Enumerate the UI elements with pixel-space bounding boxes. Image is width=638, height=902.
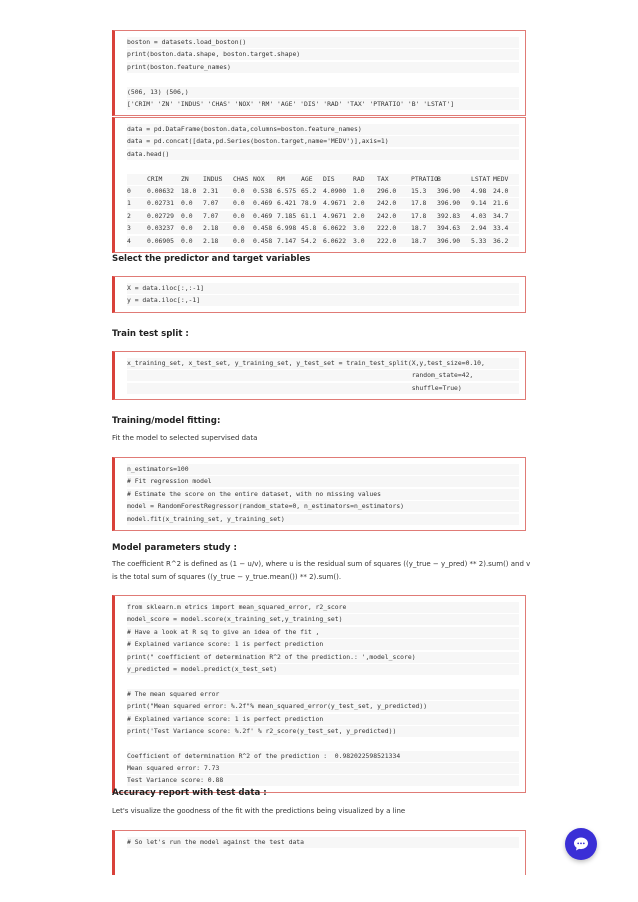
code-block-dataframe bbox=[112, 117, 526, 253]
table-cell: 18.7 bbox=[411, 224, 427, 233]
table-cell: 0.0 bbox=[233, 211, 245, 220]
table-cell: 0.538 bbox=[253, 186, 273, 195]
table-cell: 0.02731 bbox=[147, 199, 174, 208]
table-row bbox=[127, 198, 519, 209]
table-cell: 24.0 bbox=[493, 186, 509, 195]
code-line: data = pd.concat([data,pd.Series(boston.target,name='MEDV')],axis=1) bbox=[127, 136, 519, 147]
paragraph-r2-definition: The coefficient R^2 is defined as (1 − u/v), where u is the residual sum of squares ((y_true − y_pred) ** 2).sum() and v is the total sum of squares ((y_true − y_true.mean()) ** 2).sum(). bbox=[112, 560, 531, 581]
table-header-cell bbox=[127, 174, 147, 185]
table-cell: 18.0 bbox=[181, 186, 197, 195]
code-line: # Explained variance score: 1 is perfect prediction bbox=[127, 639, 519, 650]
chat-button[interactable] bbox=[565, 828, 597, 860]
table-row bbox=[127, 223, 519, 234]
table-cell: 4.03 bbox=[471, 211, 487, 220]
table-cell: 0.03237 bbox=[147, 224, 174, 233]
table-cell: 2.0 bbox=[353, 199, 365, 208]
code-block-random-forest bbox=[112, 457, 526, 531]
blank-line bbox=[127, 676, 519, 687]
table-header-cell: CHAS bbox=[233, 174, 249, 183]
table-cell: 6.0622 bbox=[323, 224, 347, 233]
table-cell: 0.00632 bbox=[147, 186, 174, 195]
table-cell: 0.469 bbox=[253, 211, 273, 220]
table-cell: 3.0 bbox=[353, 224, 365, 233]
blank-line bbox=[127, 161, 519, 172]
code-line: # So let's run the model against the test data bbox=[127, 837, 519, 848]
table-cell: 65.2 bbox=[301, 186, 317, 195]
table-header-cell: MEDV bbox=[493, 174, 509, 183]
code-line: model_score = model.score(x_training_set,y_training_set) bbox=[127, 614, 519, 625]
table-cell: 54.2 bbox=[301, 236, 317, 245]
table-cell: 396.90 bbox=[437, 186, 461, 195]
code-line: y = data.iloc[:,-1] bbox=[127, 295, 519, 306]
table-cell: 3.0 bbox=[353, 236, 365, 245]
table-cell: 0.469 bbox=[253, 199, 273, 208]
table-cell: 6.575 bbox=[277, 186, 297, 195]
code-line: Coefficient of determination R^2 of the prediction : 0.982022598521334 bbox=[127, 751, 519, 762]
table-header-cell: ZN bbox=[181, 174, 189, 183]
table-cell: 0.0 bbox=[181, 236, 193, 245]
table-cell: 0.0 bbox=[181, 211, 193, 220]
code-block-predictors bbox=[112, 276, 526, 313]
table-cell: 0.0 bbox=[181, 199, 193, 208]
code-line: n_estimators=100 bbox=[127, 464, 519, 475]
table-cell: 2.31 bbox=[203, 186, 219, 195]
table-cell: 78.9 bbox=[301, 199, 317, 208]
table-cell: 17.8 bbox=[411, 211, 427, 220]
table-header-cell: LSTAT bbox=[471, 174, 491, 183]
section-heading-train-test-split: Train test split : bbox=[112, 329, 189, 339]
code-line: # Have a look at R sq to give an idea of the fit , bbox=[127, 627, 519, 638]
table-cell: 34.7 bbox=[493, 211, 509, 220]
code-line: print(boston.data.shape, boston.target.shape) bbox=[127, 49, 519, 60]
code-line: model = RandomForestRegressor(random_state=0, n_estimators=n_estimators) bbox=[127, 501, 519, 512]
blank-line bbox=[127, 74, 519, 85]
table-cell: 4.9671 bbox=[323, 211, 347, 220]
table-cell: 18.7 bbox=[411, 236, 427, 245]
dataframe-table bbox=[127, 174, 519, 247]
code-line: boston = datasets.load_boston() bbox=[127, 37, 519, 48]
table-cell: 7.147 bbox=[277, 236, 297, 245]
table-cell: 2 bbox=[127, 211, 131, 220]
table-cell: 242.0 bbox=[377, 199, 397, 208]
table-cell: 0.458 bbox=[253, 236, 273, 245]
table-cell: 9.14 bbox=[471, 199, 487, 208]
table-cell: 61.1 bbox=[301, 211, 317, 220]
table-cell: 17.8 bbox=[411, 199, 427, 208]
code-line: model.fit(x_training_set, y_training_set) bbox=[127, 514, 519, 525]
table-cell: 0.0 bbox=[233, 224, 245, 233]
table-cell: 394.63 bbox=[437, 224, 461, 233]
table-row bbox=[127, 236, 519, 247]
code-line: print(" coefficient of determination R^2 of the prediction.: ',model_score) bbox=[127, 652, 519, 663]
table-cell: 0.06905 bbox=[147, 236, 174, 245]
table-cell: 0.02729 bbox=[147, 211, 174, 220]
code-block-train-test-split bbox=[112, 351, 526, 400]
table-header-cell: PTRATIO bbox=[411, 174, 438, 183]
code-line: # Fit regression model bbox=[127, 476, 519, 487]
code-line: # Explained variance score: 1 is perfect prediction bbox=[127, 714, 519, 725]
code-line: print('Test Variance score: %.2f' % r2_score(y_test_set, y_predicted)) bbox=[127, 726, 519, 737]
table-cell: 21.6 bbox=[493, 199, 509, 208]
table-cell: 392.83 bbox=[437, 211, 461, 220]
table-header-row bbox=[127, 174, 519, 185]
code-line: random_state=42, bbox=[127, 370, 519, 381]
section-heading-predictor-target: Select the predictor and target variables bbox=[112, 254, 311, 264]
code-line: data.head() bbox=[127, 149, 519, 160]
table-cell: 45.8 bbox=[301, 224, 317, 233]
blank-line bbox=[127, 738, 519, 749]
code-line: print(boston.feature_names) bbox=[127, 62, 519, 73]
code-block-metrics bbox=[112, 595, 526, 793]
code-line: x_training_set, x_test_set, y_training_set, y_test_set = train_test_split(X,y,test_size=0.10, bbox=[127, 358, 519, 369]
table-cell: 0 bbox=[127, 186, 131, 195]
table-cell: 1.0 bbox=[353, 186, 365, 195]
table-cell: 396.90 bbox=[437, 236, 461, 245]
table-header-cell: RM bbox=[277, 174, 285, 183]
table-header-cell: TAX bbox=[377, 174, 389, 183]
table-cell: 0.0 bbox=[233, 199, 245, 208]
code-line: Test Variance score: 0.88 bbox=[127, 775, 519, 786]
section-heading-model-fitting: Training/model fitting: bbox=[112, 416, 221, 426]
table-cell: 6.0622 bbox=[323, 236, 347, 245]
table-cell: 7.185 bbox=[277, 211, 297, 220]
table-cell: 2.18 bbox=[203, 236, 219, 245]
table-cell: 4 bbox=[127, 236, 131, 245]
code-line: # The mean squared error bbox=[127, 689, 519, 700]
code-line: (506, 13) (506,) bbox=[127, 87, 519, 98]
table-cell: 5.33 bbox=[471, 236, 487, 245]
table-cell: 4.0900 bbox=[323, 186, 347, 195]
chat-bubble-icon bbox=[573, 836, 589, 852]
table-row bbox=[127, 211, 519, 222]
table-cell: 7.07 bbox=[203, 211, 219, 220]
paragraph-visualize-fit: Let's visualize the goodness of the fit with the predictions being visualized by a line bbox=[112, 807, 406, 815]
table-cell: 4.9671 bbox=[323, 199, 347, 208]
table-cell: 0.0 bbox=[233, 236, 245, 245]
code-line: ['CRIM' 'ZN' 'INDUS' 'CHAS' 'NOX' 'RM' 'AGE' 'DIS' 'RAD' 'TAX' 'PTRATIO' 'B' 'LSTAT'] bbox=[127, 99, 519, 110]
table-cell: 222.0 bbox=[377, 236, 397, 245]
code-line: y_predicted = model.predict(x_test_set) bbox=[127, 664, 519, 675]
table-cell: 6.998 bbox=[277, 224, 297, 233]
code-line: print("Mean squared error: %.2f"% mean_squared_error(y_test_set, y_predicted)) bbox=[127, 701, 519, 712]
table-cell: 2.18 bbox=[203, 224, 219, 233]
code-line: # Estimate the score on the entire dataset, with no missing values bbox=[127, 489, 519, 500]
table-cell: 222.0 bbox=[377, 224, 397, 233]
code-line: from sklearn.m etrics import mean_squared_error, r2_score bbox=[127, 602, 519, 613]
table-cell: 2.94 bbox=[471, 224, 487, 233]
table-header-cell: AGE bbox=[301, 174, 313, 183]
table-header-cell: RAD bbox=[353, 174, 365, 183]
section-heading-model-parameters: Model parameters study : bbox=[112, 543, 237, 553]
table-cell: 0.0 bbox=[233, 186, 245, 195]
table-header-cell: NOX bbox=[253, 174, 265, 183]
table-cell: 15.3 bbox=[411, 186, 427, 195]
code-line: Mean squared error: 7.73 bbox=[127, 763, 519, 774]
table-cell: 0.0 bbox=[181, 224, 193, 233]
code-block-run-test bbox=[112, 830, 526, 875]
code-line: data = pd.DataFrame(boston.data,columns=boston.feature_names) bbox=[127, 124, 519, 135]
table-header-cell: CRIM bbox=[147, 174, 163, 183]
table-cell: 2.0 bbox=[353, 211, 365, 220]
paragraph-fit-model: Fit the model to selected supervised data bbox=[112, 434, 258, 442]
table-cell: 396.90 bbox=[437, 199, 461, 208]
table-cell: 296.0 bbox=[377, 186, 397, 195]
table-cell: 36.2 bbox=[493, 236, 509, 245]
table-cell: 1 bbox=[127, 199, 131, 208]
table-header-cell: INDUS bbox=[203, 174, 223, 183]
table-cell: 33.4 bbox=[493, 224, 509, 233]
code-block-load-dataset bbox=[112, 30, 526, 116]
table-cell: 242.0 bbox=[377, 211, 397, 220]
table-header-cell: DIS bbox=[323, 174, 335, 183]
table-header-cell: B bbox=[437, 174, 441, 183]
table-cell: 7.07 bbox=[203, 199, 219, 208]
table-cell: 0.458 bbox=[253, 224, 273, 233]
table-cell: 4.98 bbox=[471, 186, 487, 195]
table-cell: 3 bbox=[127, 224, 131, 233]
table-cell: 6.421 bbox=[277, 199, 297, 208]
code-line: X = data.iloc[:,:-1] bbox=[127, 283, 519, 294]
code-line: shuffle=True) bbox=[127, 383, 519, 394]
section-heading-accuracy-report: Accuracy report with test data : bbox=[112, 788, 267, 798]
table-row bbox=[127, 186, 519, 197]
